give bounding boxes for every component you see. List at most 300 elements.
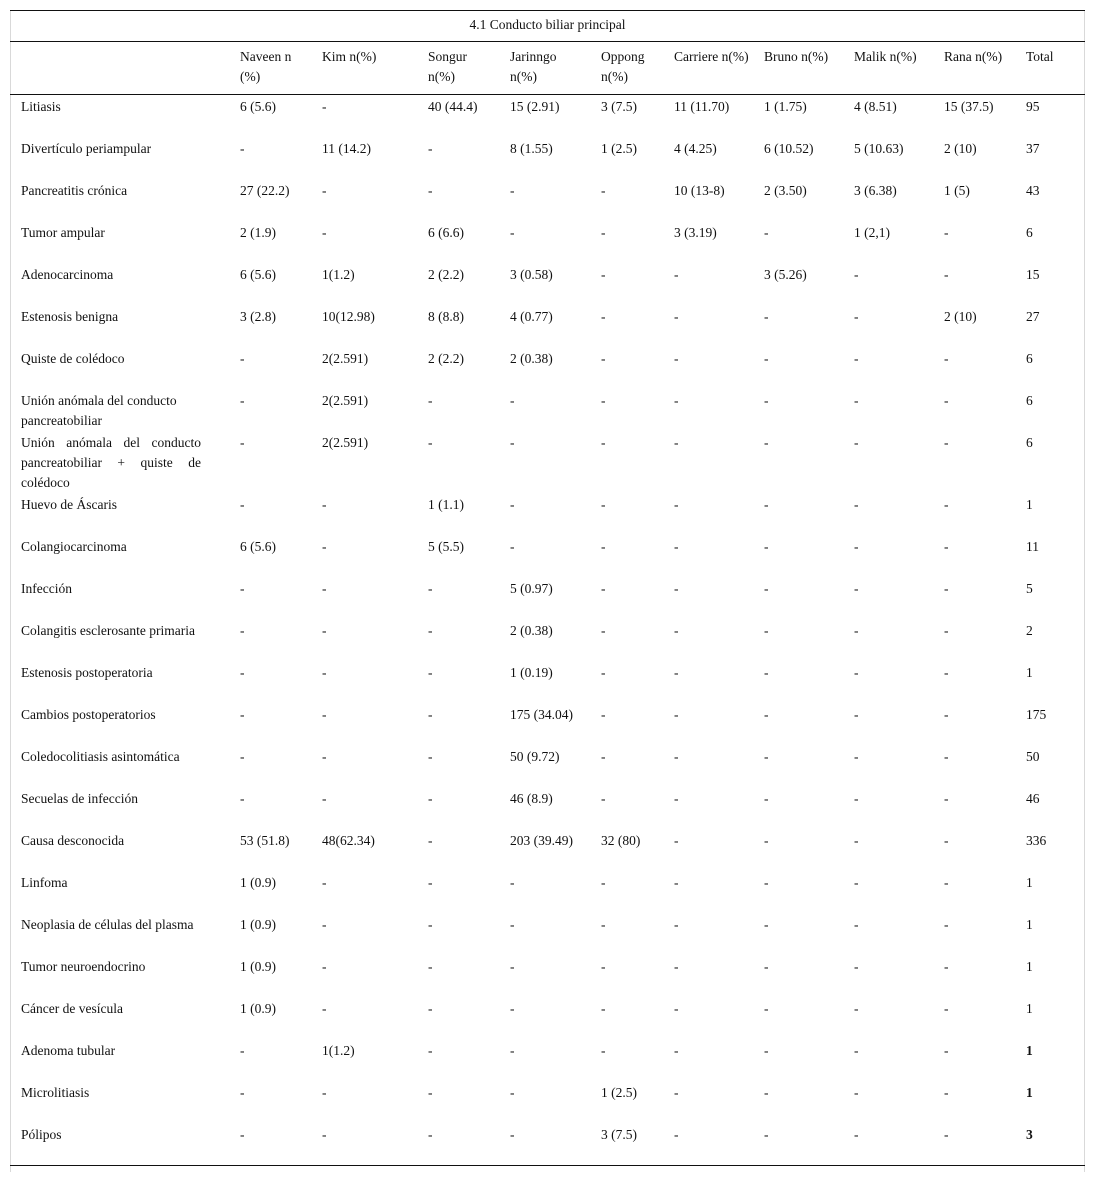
table-cell: - (674, 351, 679, 366)
table-cell: - (428, 581, 433, 596)
table-row (10, 179, 1085, 221)
table-cell: - (322, 99, 327, 114)
table-cell: - (240, 581, 245, 596)
table-cell: - (601, 267, 606, 282)
table-row (10, 703, 1085, 745)
table-cell: - (944, 539, 949, 554)
table-cell: - (510, 1085, 515, 1100)
table-cell: - (428, 875, 433, 890)
table-cell: 1 (2.5) (601, 141, 637, 156)
row-label: Tumor ampular (21, 225, 105, 240)
table-cell: - (944, 791, 949, 806)
table-cell: 2(2.591) (322, 435, 369, 450)
table-cell: 2 (10) (944, 141, 977, 156)
table-cell: - (240, 351, 245, 366)
table-cell: 15 (2.91) (510, 99, 560, 114)
table-cell: - (674, 1085, 679, 1100)
table-row (10, 913, 1085, 955)
table-cell: - (764, 581, 769, 596)
table-row (10, 955, 1085, 997)
table-cell: 5 (10.63) (854, 141, 904, 156)
table-cell: - (854, 791, 859, 806)
table-cell: - (322, 1085, 327, 1100)
total-cell: 27 (1026, 309, 1040, 324)
row-label: Colangitis esclerosante primaria (21, 623, 195, 638)
table-row (10, 535, 1085, 577)
table-cell: 6 (5.6) (240, 267, 276, 282)
table-cell: - (764, 959, 769, 974)
table-cell: - (764, 749, 769, 764)
table-cell: - (601, 749, 606, 764)
total-cell: 1 (1026, 1001, 1033, 1016)
table-cell: 2 (2.2) (428, 267, 464, 282)
total-cell: 175 (1026, 707, 1047, 722)
table-cell: - (854, 875, 859, 890)
table-row (10, 95, 1085, 138)
table-cell: - (854, 1001, 859, 1016)
row-label: Causa desconocida (21, 833, 125, 848)
table-cell: - (674, 1001, 679, 1016)
total-cell: 11 (1026, 539, 1039, 554)
table-cell: - (322, 665, 327, 680)
header-cell: Bruno n(%) (753, 42, 843, 95)
table-cell: 1 (0.9) (240, 917, 276, 932)
table-cell: 5 (0.97) (510, 581, 553, 596)
row-label: Estenosis benigna (21, 309, 119, 324)
header-cell: Kim n(%) (311, 42, 417, 95)
table-cell: - (854, 497, 859, 512)
header-row (10, 42, 1085, 95)
header-cell: Oppong n(%) (590, 42, 663, 95)
table-cell: - (764, 1001, 769, 1016)
total-cell: 1 (1026, 875, 1033, 890)
table-cell: 1 (0.9) (240, 1001, 276, 1016)
total-cell: 1 (1026, 917, 1033, 932)
table-cell: 1 (2.5) (601, 1085, 637, 1100)
table-cell: - (311, 1123, 417, 1166)
table-cell: 15 (37.5) (944, 99, 994, 114)
total-cell: 1 (1026, 959, 1033, 974)
table-cell: 1 (1.1) (428, 497, 464, 512)
total-cell: 1 (1026, 497, 1033, 512)
table-cell: - (674, 1043, 679, 1058)
table-cell: 2 (2.2) (428, 351, 464, 366)
table-cell: 2 (0.38) (510, 351, 553, 366)
table-cell: - (944, 1043, 949, 1058)
table-cell: - (854, 917, 859, 932)
table-cell: - (240, 623, 245, 638)
table-cell: 6 (5.6) (240, 539, 276, 554)
table-cell: - (674, 791, 679, 806)
table-cell: - (510, 497, 515, 512)
table-cell: - (510, 183, 515, 198)
table-cell: - (428, 791, 433, 806)
table-cell: - (854, 539, 859, 554)
table-row (10, 389, 1085, 431)
total-cell: 6 (1026, 225, 1033, 240)
row-label: Divertículo periampular (21, 141, 152, 156)
table-cell: - (663, 1123, 753, 1166)
row-label: Colangiocarcinoma (21, 539, 127, 554)
table-cell: - (764, 623, 769, 638)
table-cell: - (601, 309, 606, 324)
table-cell: - (764, 497, 769, 512)
header-cell: Naveen n (%) (229, 42, 311, 95)
row-label: Pólipos (10, 1123, 229, 1166)
table-cell: - (510, 393, 515, 408)
table-cell: - (322, 581, 327, 596)
table-cell: 10 (13-8) (674, 183, 725, 198)
table-cell: - (240, 435, 245, 450)
table-cell: 1 (0.9) (240, 959, 276, 974)
table-cell: - (764, 225, 769, 240)
table-cell: 4 (0.77) (510, 309, 553, 324)
row-label: Infección (21, 581, 72, 596)
table-cell: - (601, 665, 606, 680)
table-cell: - (240, 141, 245, 156)
table-cell: 3 (6.38) (854, 183, 897, 198)
total-cell: 15 (1026, 267, 1040, 282)
table-cell: - (601, 351, 606, 366)
table-cell: - (944, 1001, 949, 1016)
table-cell: - (674, 497, 679, 512)
table-row (10, 263, 1085, 305)
table-row (10, 997, 1085, 1039)
table-row (10, 661, 1085, 703)
table-cell: - (322, 539, 327, 554)
table-cell: - (944, 225, 949, 240)
row-label: Microlitiasis (21, 1085, 90, 1100)
table-cell: - (417, 1123, 499, 1166)
table-cell: 3 (7.5) (590, 1123, 663, 1166)
table-cell: - (601, 393, 606, 408)
table-cell: - (674, 959, 679, 974)
table-cell: - (854, 833, 859, 848)
table-cell: - (428, 1043, 433, 1058)
table-cell: - (601, 539, 606, 554)
table-row (10, 787, 1085, 829)
table-caption: 4.1 Conducto biliar principal (10, 11, 1085, 42)
table-cell: - (428, 917, 433, 932)
table-cell: - (428, 183, 433, 198)
table-cell: - (764, 1085, 769, 1100)
table-cell: 53 (51.8) (240, 833, 290, 848)
table-cell: - (428, 665, 433, 680)
table-row (10, 347, 1085, 389)
table-cell: - (753, 1123, 843, 1166)
table-cell: 48(62.34) (322, 833, 375, 848)
table-cell: - (854, 393, 859, 408)
table-cell: - (764, 917, 769, 932)
table-cell: - (510, 875, 515, 890)
total-cell: 5 (1026, 581, 1033, 596)
table-row (10, 1081, 1085, 1123)
table-cell: - (601, 959, 606, 974)
table-cell: 3 (5.26) (764, 267, 807, 282)
table-cell: - (764, 875, 769, 890)
table-cell: - (674, 917, 679, 932)
table-cell: - (764, 351, 769, 366)
table-cell: 3 (3.19) (674, 225, 717, 240)
total-cell: 6 (1026, 435, 1033, 450)
table-row (10, 871, 1085, 913)
table-cell: - (322, 623, 327, 638)
table-body (10, 95, 1085, 1166)
table-cell: - (322, 749, 327, 764)
row-label: Estenosis postoperatoria (21, 665, 153, 680)
table-cell: 2 (0.38) (510, 623, 553, 638)
table-cell: - (944, 393, 949, 408)
table-cell: - (601, 707, 606, 722)
table-cell: - (601, 623, 606, 638)
table-cell: - (322, 1001, 327, 1016)
table-cell: - (674, 309, 679, 324)
table-cell: - (601, 917, 606, 932)
table-cell: 4 (4.25) (674, 141, 717, 156)
table-cell: - (428, 707, 433, 722)
table-cell: - (854, 749, 859, 764)
row-label: Pancreatitis crónica (21, 183, 128, 198)
total-cell: 6 (1026, 393, 1033, 408)
table-cell: - (510, 917, 515, 932)
table-row (10, 137, 1085, 179)
table-cell: - (854, 665, 859, 680)
table-cell: 4 (8.51) (854, 99, 897, 114)
table-cell: 2(2.591) (322, 393, 369, 408)
table-cell: - (674, 267, 679, 282)
table-cell: - (764, 393, 769, 408)
table-cell: - (601, 791, 606, 806)
table-cell: - (674, 581, 679, 596)
total-cell: 1 (1026, 1043, 1033, 1058)
table-cell: 5 (5.5) (428, 539, 464, 554)
row-label: Litiasis (21, 99, 61, 114)
header-cell-empty (10, 42, 229, 95)
table-cell: - (240, 497, 245, 512)
table-cell: - (601, 875, 606, 890)
table-cell: - (854, 435, 859, 450)
table-cell: 8 (1.55) (510, 141, 553, 156)
table-cell: - (854, 623, 859, 638)
table-cell: - (944, 875, 949, 890)
table-cell: - (240, 393, 245, 408)
table-cell: 11 (11.70) (674, 99, 730, 114)
table-cell: - (322, 917, 327, 932)
table-cell: - (229, 1123, 311, 1166)
table-cell: - (240, 1043, 245, 1058)
table-cell: 27 (22.2) (240, 183, 290, 198)
table-cell: - (428, 1001, 433, 1016)
row-label: Linfoma (21, 875, 68, 890)
table-cell: - (944, 1085, 949, 1100)
table-cell: - (674, 749, 679, 764)
table-row (10, 619, 1085, 661)
table-cell: - (674, 875, 679, 890)
total-cell: 1 (1026, 665, 1033, 680)
table-cell: - (944, 707, 949, 722)
table-cell: - (933, 1123, 1015, 1166)
table-cell: - (240, 791, 245, 806)
table-cell: - (240, 749, 245, 764)
table-cell: - (674, 833, 679, 848)
total-cell: 3 (1015, 1123, 1085, 1166)
table-cell: - (674, 707, 679, 722)
table-cell: - (428, 141, 433, 156)
table-cell: 6 (10.52) (764, 141, 814, 156)
table-cell: - (240, 707, 245, 722)
table-cell: - (944, 959, 949, 974)
total-cell: 95 (1026, 99, 1040, 114)
row-label: Unión anómala del conducto pancreatobiliar + quiste de colédoco (21, 435, 201, 490)
table-row (10, 1123, 1085, 1166)
table-cell: - (764, 539, 769, 554)
table-cell: 46 (8.9) (510, 791, 553, 806)
total-cell: 6 (1026, 351, 1033, 366)
table-cell: 10(12.98) (322, 309, 375, 324)
table-cell: - (764, 707, 769, 722)
table-cell: - (854, 707, 859, 722)
row-label: Cambios postoperatorios (21, 707, 156, 722)
table-cell: 175 (34.04) (510, 707, 573, 722)
table-cell: - (674, 539, 679, 554)
header-cell: Total (1015, 42, 1085, 95)
table-cell: 8 (8.8) (428, 309, 464, 324)
table-cell: - (601, 1001, 606, 1016)
table-cell: - (428, 623, 433, 638)
row-label: Coledocolitiasis asintomática (21, 749, 180, 764)
table-cell: 1 (0.19) (510, 665, 553, 680)
table-cell: - (601, 225, 606, 240)
total-cell: 46 (1026, 791, 1040, 806)
header-cell: Jarinngo n(%) (499, 42, 590, 95)
total-cell: 43 (1026, 183, 1040, 198)
table-cell: - (428, 1085, 433, 1100)
table-cell: - (510, 435, 515, 450)
table-cell: - (944, 581, 949, 596)
table-row (10, 1039, 1085, 1081)
table-cell: - (944, 497, 949, 512)
table-cell: 203 (39.49) (510, 833, 573, 848)
row-label: Adenocarcinoma (21, 267, 114, 282)
row-label: Huevo de Áscaris (21, 497, 117, 512)
table-cell: - (764, 791, 769, 806)
table-cell: - (764, 435, 769, 450)
table-cell: - (854, 267, 859, 282)
table-cell: - (322, 707, 327, 722)
table-cell: 2 (3.50) (764, 183, 807, 198)
table-cell: - (601, 183, 606, 198)
table-cell: - (322, 225, 327, 240)
table-row (10, 221, 1085, 263)
table-cell: - (510, 225, 515, 240)
table-cell: - (764, 665, 769, 680)
table-cell: - (510, 959, 515, 974)
table-cell: - (944, 267, 949, 282)
table-row (10, 829, 1085, 871)
total-cell: 336 (1026, 833, 1047, 848)
table-cell: - (674, 665, 679, 680)
row-label: Adenoma tubular (21, 1043, 116, 1058)
row-label: Tumor neuroendocrino (21, 959, 146, 974)
table-cell: - (428, 435, 433, 450)
row-label: Quiste de colédoco (21, 351, 125, 366)
table-cell: 2 (10) (944, 309, 977, 324)
row-label: Secuelas de infección (21, 791, 138, 806)
table-cell: 50 (9.72) (510, 749, 560, 764)
table-cell: - (322, 875, 327, 890)
table-cell: 2 (1.9) (240, 225, 276, 240)
table-cell: - (944, 749, 949, 764)
table-cell: - (944, 917, 949, 932)
table-cell: 1 (5) (944, 183, 970, 198)
table-cell: - (764, 1043, 769, 1058)
data-table (10, 10, 1085, 1166)
table-row (10, 305, 1085, 347)
table-container (10, 10, 1085, 1166)
table-cell: 1(1.2) (322, 267, 355, 282)
table-cell: - (944, 623, 949, 638)
table-cell: - (601, 1043, 606, 1058)
table-cell: - (854, 351, 859, 366)
table-cell: - (322, 791, 327, 806)
table-cell: 3 (0.58) (510, 267, 553, 282)
table-cell: - (601, 435, 606, 450)
table-cell: 1 (0.9) (240, 875, 276, 890)
table-row (10, 493, 1085, 535)
header-cell: Rana n(%) (933, 42, 1015, 95)
table-cell: - (601, 581, 606, 596)
table-cell: - (428, 833, 433, 848)
table-cell: - (428, 749, 433, 764)
table-cell: 11 (14.2) (322, 141, 371, 156)
table-cell: - (944, 833, 949, 848)
table-row (10, 745, 1085, 787)
table-row (10, 577, 1085, 619)
table-cell: - (674, 393, 679, 408)
row-label: Neoplasia de células del plasma (21, 917, 194, 932)
table-cell: - (843, 1123, 933, 1166)
table-cell: 6 (6.6) (428, 225, 464, 240)
header-cell: Songur n(%) (417, 42, 499, 95)
table-cell: - (944, 351, 949, 366)
header-cell: Carriere n(%) (663, 42, 753, 95)
total-cell: 2 (1026, 623, 1033, 638)
table-row (10, 431, 1085, 493)
table-cell: - (944, 665, 949, 680)
table-cell: - (854, 581, 859, 596)
table-cell: - (854, 309, 859, 324)
table-cell: 32 (80) (601, 833, 641, 848)
table-cell: - (240, 1085, 245, 1100)
table-cell: - (322, 959, 327, 974)
table-cell: 1 (2,1) (854, 225, 890, 240)
table-cell: 2(2.591) (322, 351, 369, 366)
table-cell: - (764, 833, 769, 848)
table-cell: - (428, 393, 433, 408)
table-cell: 6 (5.6) (240, 99, 276, 114)
table-cell: - (510, 1001, 515, 1016)
table-cell: 3 (7.5) (601, 99, 637, 114)
header-cell: Malik n(%) (843, 42, 933, 95)
table-cell: - (240, 665, 245, 680)
table-cell: - (510, 1043, 515, 1058)
table-cell: - (764, 309, 769, 324)
table-cell: 40 (44.4) (428, 99, 478, 114)
table-cell: - (510, 539, 515, 554)
table-cell: - (944, 435, 949, 450)
table-cell: - (322, 183, 327, 198)
table-cell: - (601, 497, 606, 512)
